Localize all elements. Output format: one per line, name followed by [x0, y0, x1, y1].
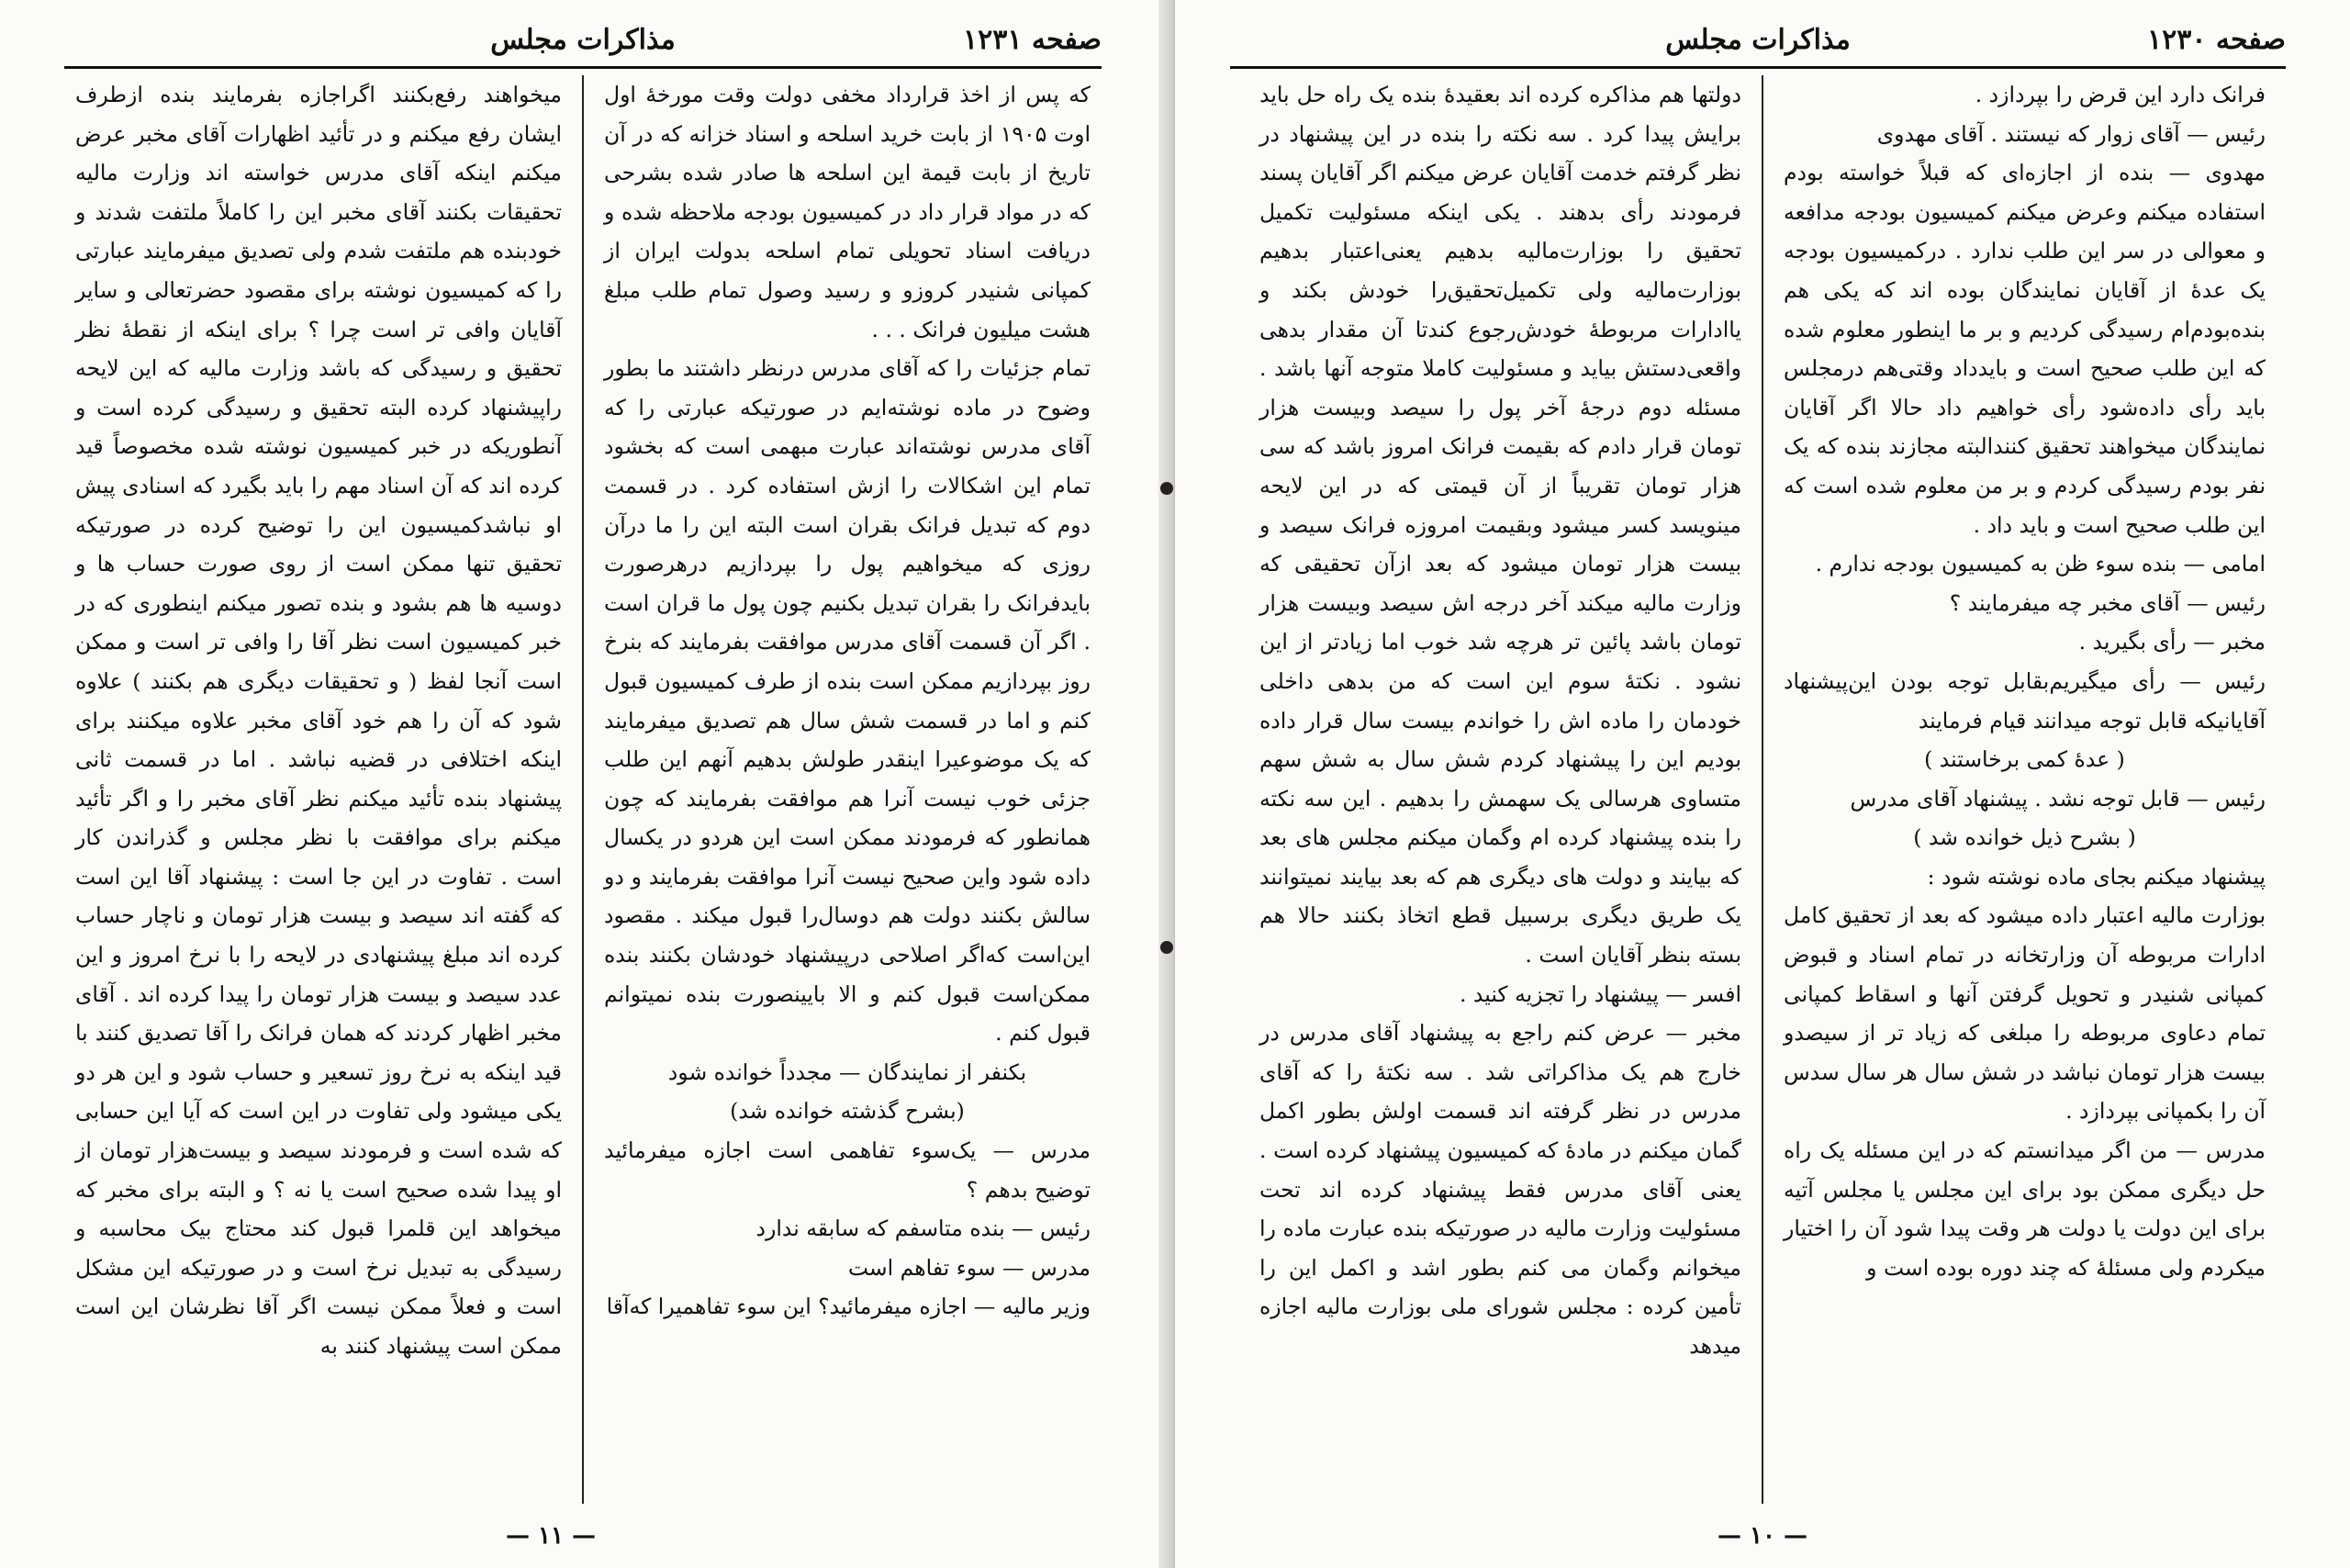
right-page-column-right [1763, 75, 2286, 1504]
paragraph: ( عدهٔ کمی برخاستند ) [1924, 746, 2125, 773]
right-page-header [1230, 13, 2286, 69]
left-page [0, 0, 1166, 1568]
paragraph: رئیس — رأی میگیریم‌بقابل توجه بودن این‌پیشنهاد آقایانیکه قابل توجه میدانند قیام فرمایند [1784, 667, 2266, 734]
right-page-number: صفحه ۱۲۳۰ [2147, 23, 2286, 56]
paragraph: دولتها هم مذاکره کرده اند بعقیدهٔ بنده یک راه حل باید برایش پیدا کرد . سه نکته را بنده در این پیشنهاد در نظر گرفتم خدمت آقایان عرض میکنم اگر آقایان پسند فرمودند رأی بدهند . یکی اینکه مسئولیت تکمیل تحقیق را بوزارت‌مالیه بدهیم یعنی‌اعتبار بدهیم بوزارت‌مالیه ولی تکمیل‌تحقیق‌را خودش بکند و یاادارات مربوطهٔ خودش‌رجوع کندتا آن مقدار بدهی واقعی‌دستش بیاید و مسئولیت کاملا متوجه آنها باشد . مسئله دوم درجهٔ آخر پول را سیصد وبیست هزار تومان قرار دادم که بقیمت فرانک امروز باشد که سی هزار تومان تقریباً از آن قیمتی که در این لایحه مینویسد کسر میشود وبقیمت امروزه فرانک سیصد و بیست هزار تومان میشود که بعد ازآن تحقیقی که وزارت مالیه میکند آخر درجه اش سیصد وبیست هزار تومان باشد پائین تر هرچه شد خوب اما زیادتر از این نشود . نکتهٔ سوم این است که من بدهی داخلی خودمان را ماده اش را خواندم بیست سال قرار داده بودیم این را پیشنهاد کردم شش سال به شش سهم متساوی هرسالی یک سهمش را بدهیم . این سه نکته را بنده پیشنهاد کرده ام وگمان میکنم مجلس های بعد که بیایند و دولت های دیگری هم که بعد بیایند نمیتوانند یک طریق دیگری برسبیل قطع اتخاذ بکنند حالا هم بسته بنظر آقایان است . [1259, 82, 1741, 969]
paragraph: وزیر مالیه — اجازه میفرمائید؟ این سوء تفاهمیرا که‌آقا [606, 1294, 1091, 1320]
left-page-columns [55, 75, 1111, 1504]
paragraph: فرانک دارد این قرض را بپردازد . [1975, 82, 2266, 107]
right-page-columns [1239, 75, 2286, 1504]
paragraph: بکنفر از نمایندگان — مجدداً خوانده شود [667, 1058, 1027, 1085]
paragraph: مخبر — عرض کنم راجع به پیشنهاد آقای مدرس در خارج هم یک مذاکراتی شد . سه نکتهٔ را که آقای مدرس در نظر گرفته اند قسمت اولش بطور اکمل گمان میکنم در مادهٔ که کمیسیون پیشنهاد کرده است . یعنی آقای مدرس فقط پیشنهاد کرده اند تحت مسئولیت وزارت مالیه در صورتیکه بنده عبارت ماده را میخوانم وگمان می کنم بطور اشد و اکمل این را تأمین کرده : مجلس شورای ملی بوزارت مالیه اجازه میدهد [1259, 1020, 1741, 1359]
left-page-column-left [55, 75, 584, 1504]
left-page-header [64, 13, 1102, 69]
paragraph: تمام جزئیات را که آقای مدرس درنظر داشتند ما بطور وضوح در ماده نوشته‌ایم در صورتیکه عبارتی را که آقای مدرس نوشته‌اند عبارت مبهمی است که بخشود تمام این اشکالات را ازش استفاده کرد . در قسمت دوم که تبدیل فرانک بقران است البته این را ما درآن روزی که میخواهیم پول را بپردازیم درهرصورت بایدفرانک را بقران تبدیل بکنیم چون پول ما قران است . اگر آن قسمت آقای مدرس موافقت بفرمایند که بنرخ روز بپردازیم ممکن است بنده از طرف کمیسیون قبول کنم و اما در قسمت شش سال هم تصدیق میفرمایند که یک موضوعیرا اینقدر طولش بدهیم آنهم این طلب جزئی خوب نیست آنرا هم موافقت بفرمایند که چون همانطور که فرمودند ممکن است این هردو در یکسال داده شود واین صحیح نیست آنرا موافقت بفرمایند و دو سالش بکنند دولت هم دوسال‌را قبول میکند . مقصود این‌است که‌اگر اصلاحی درپیشنهاد خودشان بکنند بنده ممکن‌است قبول کنم و الا بایینصورت بنده نمیتوانم قبول کنم . [604, 355, 1091, 1047]
left-running-title: مذاکرات مجلس [490, 23, 676, 56]
paragraph: امامی — بنده سوء ظن به کمیسیون بودجه ندارم . [1815, 551, 2266, 577]
paragraph: رئیس — بنده متاسفم که سابقه ندارد [755, 1215, 1091, 1242]
paragraph: (بشرح گذشته خوانده شد) [730, 1098, 965, 1125]
paragraph: رئیس — آقای زوار که نیستند . آقای مهدوی [1876, 120, 2266, 147]
paragraph: مدرس — یک‌سوء تفاهمی است اجازه میفرمائید توضیح بدهم ؟ [604, 1137, 1091, 1203]
right-page [1175, 0, 2350, 1568]
left-page-folio: — ۱۱ — [505, 1522, 597, 1550]
paragraph: رئیس — آقای مخبر چه میفرمایند ؟ [1949, 589, 2266, 616]
left-page-number: صفحه ۱۲۳۱ [963, 23, 1102, 56]
left-page-column-right [584, 75, 1111, 1504]
right-running-title: مذاکرات مجلس [1665, 23, 1851, 56]
paragraph: که پس از اخذ قرارداد مخفی دولت وقت مورخهٔ اول اوت ۱۹۰۵ از بابت خرید اسلحه و اسناد خزانه که در آن تاریخ از بابت قیمة این اسلحه ها صادر شده بشرحی که در مواد قرار داد در کمیسیون بودجه ملاحظه شده و دریافت اسناد تحویلی تمام اسلحه بدولت ایران از کمپانی شنیدر کروزو و رسید وصول تمام طلب مبلغ هشت میلیون فرانک . . . [604, 82, 1091, 342]
paragraph: پیشنهاد میکنم بجای ماده نوشته شود : [1927, 863, 2266, 890]
binding-mark [1160, 482, 1173, 495]
paragraph: بوزارت مالیه اعتبار داده میشود که بعد از تحقیق کامل ادارات مربوطه آن وزارتخانه در تمام اسناد و قبوض کمپانی شنیدر و تحویل گرفتن آنها و اسقاط کمپانی تمام دعاوی مربوطه را مبلغی که زیاد تر از سیصدو بیست هزار تومان نباشد در شش سال هر سال سدس آن را بکمپانی بپردازد . [1784, 902, 2266, 1125]
paragraph: افسر — پیشنهاد را تجزیه کنید . [1459, 980, 1741, 1007]
right-page-column-left [1239, 75, 1763, 1504]
paragraph: رئیس — قابل توجه نشد . پیشنهاد آقای مدرس [1850, 785, 2266, 812]
paragraph: میخواهند رفع‌بکنند اگراجازه بفرمایند بنده ازطرف ایشان رفع میکنم و در تأئید اظهارات آقای مخبر عرض میکنم اینکه آقای مدرس خواسته اند وزارت مالیه تحقیقات بکنند آقای مخبر این را کاملاً ملتفت شدند و خودبنده هم ملتفت شدم ولی تصدیق میفرمایند عبارتی را که کمیسیون نوشته برای مقصود حضرتعالی و سایر آقایان وافی تر است چرا ؟ برای اینکه از نقطهٔ نظر تحقیق و رسیدگی که باشد وزارت مالیه که این لایحه راپیشنهاد کرده البته تحقیق و رسیدگی کرده است و آنطوریکه در خبر کمیسیون نوشته شده مخصوصاً قید کرده اند که آن اسناد مهم را باید بگیرد که اسنادی پیش او نباشدکمیسیون این را توضیح کرده در صورتیکه تحقیق تنها ممکن است از روی صورت حساب ها و دوسیه ها هم بشود و بنده تصور میکنم اینطوری که در خبر کمیسیون است نظر آقا را وافی تر است و ممکن است آنجا لفظ ( و تحقیقات دیگری هم بکنند ) علاوه شود که آن را هم خود آقای مخبر علاوه میکنند برای اینکه اختلافی در قضیه نباشد . اما در قسمت ثانی پیشنهاد بنده تأئید میکنم نظر آقای مخبر را و اگر تأئید میکنم برای موافقت با نظر مجلس و گذراندن کار است . تفاوت در این جا است : پیشنهاد آقا این است که گفته اند سیصد و بیست هزار تومان و ناچار حساب کرده اند مبلغ پیشنهادی در لایحه را با نرخ امروز و این عدد سیصد و بیست هزار تومان را پیدا کرده اند . آقای مخبر اظهار کردند که همان فرانک را آقا تصدیق کنند با قید اینکه به نرخ روز تسعیر و حساب شود و این هر دو یکی میشود ولی تفاوت در این است که آیا این حسابی که شده است و فرمودند سیصد و بیست‌هزار تومان از او پیدا شده صحیح است یا نه ؟ و البته برای مخبر که میخواهد این قلمرا قبول کند محتاج بیک محاسبه و رسیدگی به تبدیل نرخ است و در صورتیکه این مشکل است و فعلاً ممکن نیست اگر آقا نظرشان این است ممکن است پیشنهاد کنند به [75, 82, 562, 1359]
paragraph: مخبر — رأی بگیرید . [2078, 629, 2266, 655]
paragraph: مهدوی — بنده از اجازه‌ای که قبلاً خواسته بودم استفاده میکنم وعرض میکنم کمیسیون بودجه مدافعه و معوالی در سر این طلب ندارد . درکمیسیون بودجه یک عدهٔ از آقایان نمایندگان بوده اند که یکی هم بنده‌بودم‌ام رسیدگی کردیم و بر ما اینطور معلوم شده که این طلب صحیح است و بایدداد وقتی‌هم درمجلس باید رأی داده‌شود رأی خواهیم داد حالا اگر آقایان نمایندگان میخواهند تحقیق کنندالبته مجازند بنده که یک نفر بودم رسیدگی کردم و بر من معلوم شده است که این طلب صحیح است و باید داد . [1784, 160, 2266, 538]
right-page-folio: — ۱۰ — [1717, 1522, 1808, 1550]
paragraph: مدرس — من اگر میدانستم که در این مسئله یک راه حل دیگری ممکن بود برای این مجلس یا مجلس آتیه برای این دولت یا دولت هر وقت پیدا شود آن را اختیار میکردم ولی مسئلهٔ که چند دوره بوده است و [1784, 1137, 2266, 1281]
paragraph: ( بشرح ذیل خوانده شد ) [1913, 824, 2136, 851]
paragraph: مدرس — سوء تفاهم است [847, 1254, 1091, 1281]
binding-mark [1160, 941, 1173, 954]
